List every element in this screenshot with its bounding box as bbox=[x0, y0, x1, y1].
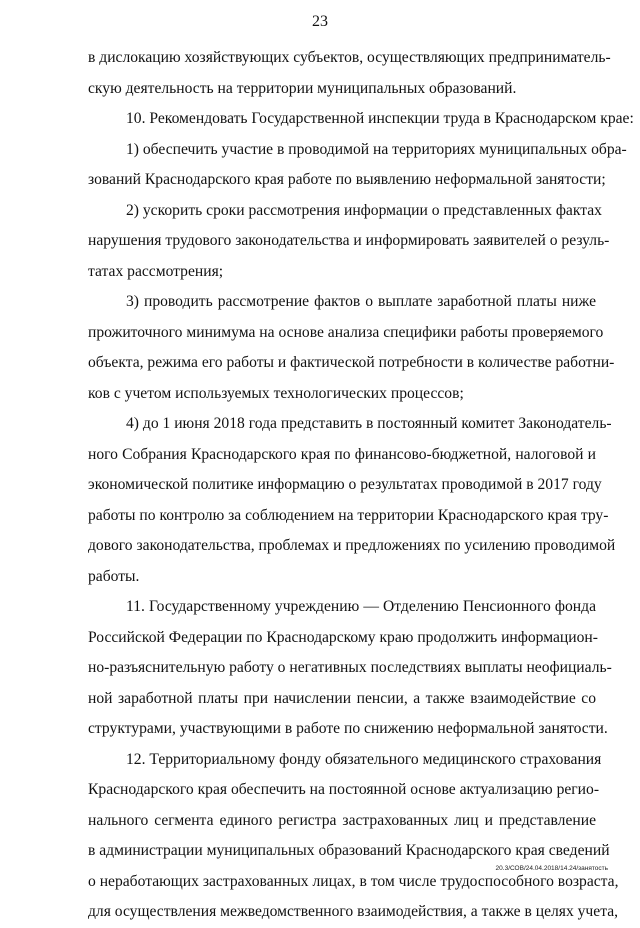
text-line: 2) ускорить сроки рассмотрения информации о представленных фактах bbox=[126, 201, 602, 219]
text-line: ков с учетом используемых технологических процессов; bbox=[88, 384, 464, 402]
paragraph-subitem-2 bbox=[88, 196, 610, 288]
text-line: Российской Федерации по Краснодарскому краю продолжить информацион- bbox=[88, 628, 598, 646]
text-line: 10. Рекомендовать Государственной инспекции труда в Краснодарском крае: bbox=[126, 110, 634, 127]
text-line: объекта, режима его работы и фактической потребности в количестве работни- bbox=[88, 354, 615, 371]
text-line: ного Собрания Краснодарского края по финансово-бюджетной, налоговой и bbox=[88, 445, 596, 463]
text-line: 12. Территориальному фонду обязательного медицинского страхования bbox=[126, 750, 602, 768]
text-line: Краснодарского края обеспечить на постоянной основе актуализацию регио- bbox=[88, 781, 600, 798]
text-line: для осуществления межведомственного взаимодействия, а также в целях учета, bbox=[88, 903, 619, 920]
text-line: дового законодательства, проблемах и предложениях по усилению проводимой bbox=[88, 537, 616, 554]
paragraph-item-10 bbox=[88, 104, 634, 135]
paragraph-item-12 bbox=[88, 745, 619, 928]
text-line: экономической политике информацию о результатах проводимой в 2017 году bbox=[88, 476, 602, 493]
text-line: работы. bbox=[88, 567, 140, 585]
paragraph-item-11 bbox=[88, 592, 612, 745]
text-line: о неработающих застрахованных лицах, в том числе трудоспособного возраста, bbox=[88, 872, 619, 890]
text-line: но-разъяснительную работу о негативных последствиях выплаты неофициаль- bbox=[88, 659, 612, 676]
text-line: структурами, участвующими в работе по снижению неформальной занятости. bbox=[88, 720, 608, 737]
text-line: татах рассмотрения; bbox=[88, 262, 224, 280]
text-line: в дислокацию хозяйствующих субъектов, осуществляющих предприниматель- bbox=[88, 49, 611, 66]
text-line: нального сегмента единого регистра застрахованных лиц и представление bbox=[88, 811, 596, 829]
text-line: ной заработной платы при начислении пенсии, а также взаимодействие со bbox=[88, 689, 596, 707]
text-line: нарушения трудового законодательства и информировать заявителей о резуль- bbox=[88, 232, 610, 249]
paragraph-subitem-1 bbox=[88, 135, 627, 196]
text-line: скую деятельность на территории муниципальных образований. bbox=[88, 79, 517, 97]
text-line: прожиточного минимума на основе анализа специфики работы проверяемого bbox=[88, 323, 604, 341]
text-line: зований Краснодарского края работе по выявлению неформальной занятости; bbox=[88, 171, 606, 188]
text-line: 1) обеспечить участие в проводимой на территориях муниципальных обра- bbox=[126, 140, 627, 158]
text-line: в администрации муниципальных образований Краснодарского края сведений bbox=[88, 842, 610, 859]
paragraph-subitem-3 bbox=[88, 287, 615, 409]
text-line: 11. Государственному учреждению — Отделению Пенсионного фонда bbox=[126, 598, 596, 615]
page-number: 23 bbox=[312, 13, 328, 30]
text-line: 4) до 1 июня 2018 года представить в постоянный комитет Законодатель- bbox=[126, 415, 612, 432]
document-footer-code: 20.3/СОВ/24.04.2018/14.24/занятость bbox=[495, 865, 608, 872]
paragraph-continuation bbox=[88, 43, 611, 104]
document-body bbox=[88, 43, 634, 928]
text-line: 3) проводить рассмотрение фактов о выплате заработной платы ниже bbox=[126, 293, 596, 310]
paragraph-subitem-4 bbox=[88, 409, 616, 592]
text-line: работы по контролю за соблюдением на территории Краснодарского края тру- bbox=[88, 506, 609, 524]
